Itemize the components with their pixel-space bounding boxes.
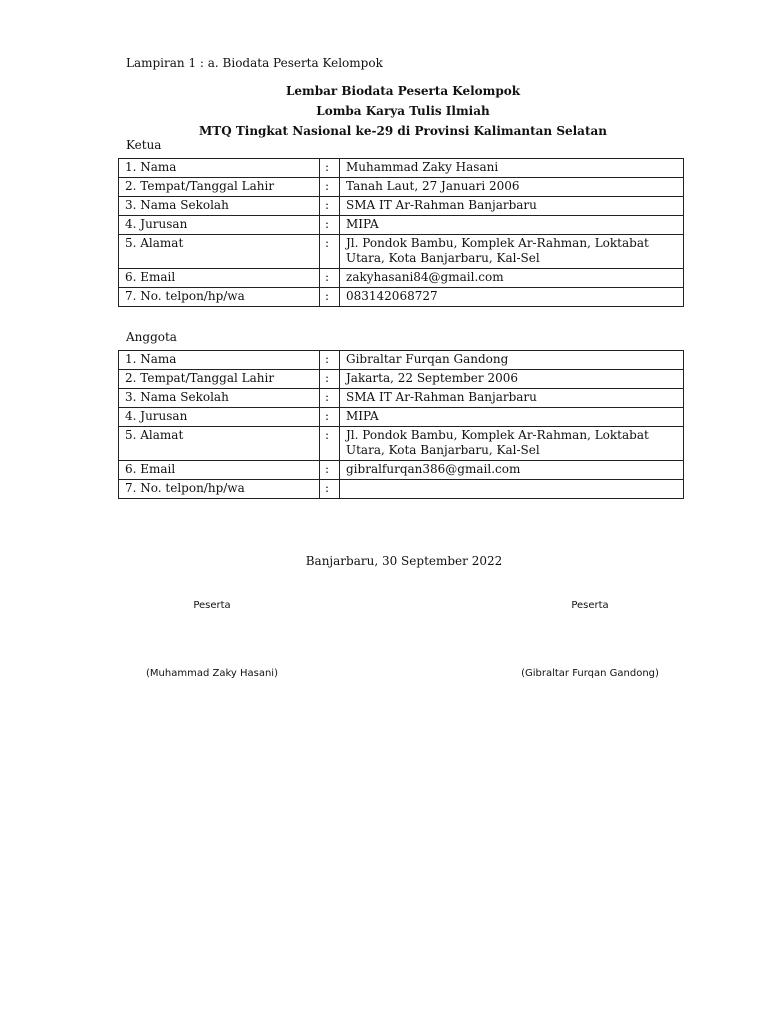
row-label: 2. Tempat/Tanggal Lahir: [119, 370, 320, 389]
row-label: 5. Alamat: [119, 235, 320, 269]
row-separator: :: [320, 389, 340, 408]
right-signature-name: (Gibraltar Furqan Gandong): [521, 668, 659, 679]
anggota-biodata-table: [118, 350, 684, 499]
row-separator: :: [320, 480, 340, 499]
row-value: MIPA: [340, 408, 684, 427]
row-label: 4. Jurusan: [119, 216, 320, 235]
anggota-section-label: Anggota: [126, 330, 177, 344]
left-signature-role: Peserta: [193, 600, 231, 611]
row-separator: :: [320, 197, 340, 216]
document-title: Lembar Biodata Peserta Kelompok: [285, 84, 521, 98]
table-row: [119, 461, 684, 480]
ketua-section-label: Ketua: [126, 138, 162, 152]
attachment-heading: Lampiran 1 : a. Biodata Peserta Kelompok: [126, 56, 383, 70]
row-separator: :: [320, 408, 340, 427]
row-value: 083142068727: [340, 288, 684, 307]
row-label: 7. No. telpon/hp/wa: [119, 480, 320, 499]
row-label: 3. Nama Sekolah: [119, 197, 320, 216]
row-label: 6. Email: [119, 269, 320, 288]
row-separator: :: [320, 288, 340, 307]
competition-title: Lomba Karya Tulis Ilmiah: [316, 104, 490, 118]
row-label: 1. Nama: [119, 351, 320, 370]
row-separator: :: [320, 235, 340, 269]
row-separator: :: [320, 216, 340, 235]
table-row: [119, 216, 684, 235]
row-label: 1. Nama: [119, 159, 320, 178]
signing-date: Banjarbaru, 30 September 2022: [305, 554, 503, 568]
row-value: Gibraltar Furqan Gandong: [340, 351, 684, 370]
table-row: [119, 235, 684, 269]
row-value: [340, 480, 684, 499]
row-value: zakyhasani84@gmail.com: [340, 269, 684, 288]
table-row: [119, 197, 684, 216]
table-row: [119, 178, 684, 197]
row-value: Tanah Laut, 27 Januari 2006: [340, 178, 684, 197]
row-separator: :: [320, 159, 340, 178]
row-separator: :: [320, 370, 340, 389]
table-row: [119, 389, 684, 408]
table-row: [119, 427, 684, 461]
ketua-biodata-table: [118, 158, 684, 307]
row-value: SMA IT Ar-Rahman Banjarbaru: [340, 197, 684, 216]
row-value: SMA IT Ar-Rahman Banjarbaru: [340, 389, 684, 408]
left-signature-name: (Muhammad Zaky Hasani): [146, 668, 278, 679]
row-separator: :: [320, 269, 340, 288]
table-row: [119, 159, 684, 178]
row-value: gibralfurqan386@gmail.com: [340, 461, 684, 480]
table-row: [119, 370, 684, 389]
row-value: Muhammad Zaky Hasani: [340, 159, 684, 178]
row-separator: :: [320, 427, 340, 461]
row-label: 7. No. telpon/hp/wa: [119, 288, 320, 307]
event-title: MTQ Tingkat Nasional ke-29 di Provinsi Kalimantan Selatan: [198, 124, 607, 138]
row-separator: :: [320, 461, 340, 480]
row-label: 5. Alamat: [119, 427, 320, 461]
row-label: 4. Jurusan: [119, 408, 320, 427]
row-label: 6. Email: [119, 461, 320, 480]
row-label: 3. Nama Sekolah: [119, 389, 320, 408]
row-value: Jl. Pondok Bambu, Komplek Ar-Rahman, Loktabat Utara, Kota Banjarbaru, Kal-Sel: [340, 235, 684, 269]
row-label: 2. Tempat/Tanggal Lahir: [119, 178, 320, 197]
table-row: [119, 288, 684, 307]
table-row: [119, 269, 684, 288]
row-separator: :: [320, 351, 340, 370]
table-row: [119, 480, 684, 499]
row-separator: :: [320, 178, 340, 197]
table-row: [119, 408, 684, 427]
row-value: MIPA: [340, 216, 684, 235]
table-row: [119, 351, 684, 370]
row-value: Jl. Pondok Bambu, Komplek Ar-Rahman, Loktabat Utara, Kota Banjarbaru, Kal-Sel: [340, 427, 684, 461]
row-value: Jakarta, 22 September 2006: [340, 370, 684, 389]
right-signature-role: Peserta: [571, 600, 609, 611]
